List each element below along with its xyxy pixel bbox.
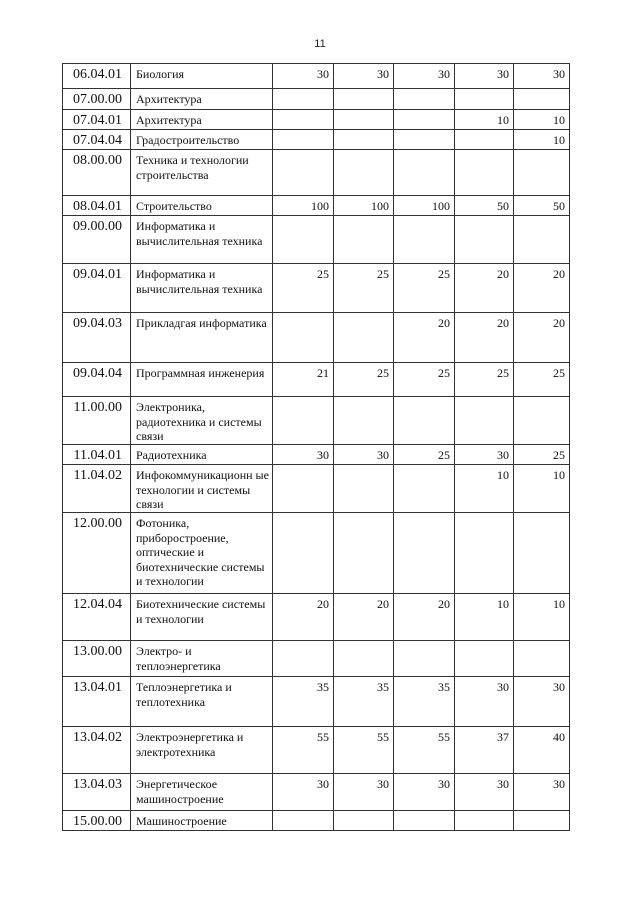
quota-value: 30 [455, 677, 514, 727]
quota-value: 10 [455, 465, 514, 513]
program-name: Строительство [131, 196, 273, 216]
quota-value [273, 397, 334, 445]
table-row [63, 196, 570, 216]
program-name: Архитектура [131, 110, 273, 130]
table-row [63, 774, 570, 811]
table-row [63, 216, 570, 264]
quota-value [514, 89, 570, 110]
quota-value: 40 [514, 727, 570, 774]
quota-value: 10 [514, 594, 570, 641]
program-code: 08.04.01 [63, 196, 131, 216]
quota-value [394, 397, 455, 445]
quota-value: 30 [334, 445, 394, 465]
quota-value: 10 [455, 594, 514, 641]
quota-value [273, 216, 334, 264]
quota-value [514, 513, 570, 594]
program-name: Теплоэнергетика и теплотехника [131, 677, 273, 727]
quota-value [514, 397, 570, 445]
quota-value [334, 641, 394, 677]
table-row [63, 110, 570, 130]
quota-value: 25 [273, 264, 334, 313]
quota-value [273, 130, 334, 150]
program-code: 12.00.00 [63, 513, 131, 594]
page-number: 11 [314, 38, 326, 50]
quota-value: 30 [455, 445, 514, 465]
quota-value: 55 [334, 727, 394, 774]
quota-value [334, 811, 394, 831]
quota-value: 50 [455, 196, 514, 216]
quota-value [514, 811, 570, 831]
program-code: 09.00.00 [63, 216, 131, 264]
quota-value: 35 [394, 677, 455, 727]
quota-value [334, 465, 394, 513]
program-code: 13.04.03 [63, 774, 131, 811]
quota-value [334, 216, 394, 264]
program-name: Информатика и вычислительная техника [131, 264, 273, 313]
quota-value: 10 [514, 465, 570, 513]
quota-value: 30 [334, 64, 394, 89]
program-code: 09.04.04 [63, 363, 131, 397]
table-row [63, 150, 570, 196]
quota-value [394, 150, 455, 196]
quota-value: 55 [273, 727, 334, 774]
quota-value: 30 [394, 774, 455, 811]
program-name: Машиностроение [131, 811, 273, 831]
quota-value [273, 89, 334, 110]
program-code: 07.00.00 [63, 89, 131, 110]
program-code: 15.00.00 [63, 811, 131, 831]
program-code: 13.04.02 [63, 727, 131, 774]
quota-value [334, 513, 394, 594]
program-code: 11.00.00 [63, 397, 131, 445]
quota-value [273, 465, 334, 513]
table-row [63, 264, 570, 313]
table-row [63, 641, 570, 677]
quota-value [514, 641, 570, 677]
table-row [63, 727, 570, 774]
quota-value: 25 [394, 445, 455, 465]
quota-value: 30 [514, 64, 570, 89]
program-name: Архитектура [131, 89, 273, 110]
program-name: Фотоника, приборостроение, оптические и биотехнические системы и технологии [131, 513, 273, 594]
quota-value: 30 [455, 64, 514, 89]
table-row [63, 313, 570, 363]
quota-value [455, 513, 514, 594]
quota-value [455, 397, 514, 445]
quota-value [273, 150, 334, 196]
quota-value: 20 [273, 594, 334, 641]
quota-value: 10 [514, 110, 570, 130]
quota-value: 100 [394, 196, 455, 216]
quota-value: 37 [455, 727, 514, 774]
quota-value: 35 [273, 677, 334, 727]
program-name: Электро- и теплоэнергетика [131, 641, 273, 677]
quota-value: 30 [273, 774, 334, 811]
quota-value [394, 513, 455, 594]
program-name: Программная инженерия [131, 363, 273, 397]
quota-value: 25 [514, 363, 570, 397]
quota-value: 30 [514, 677, 570, 727]
quota-value: 30 [273, 445, 334, 465]
table-row [63, 363, 570, 397]
quota-value: 20 [394, 313, 455, 363]
program-code: 09.04.03 [63, 313, 131, 363]
quota-value: 30 [455, 774, 514, 811]
quota-value: 50 [514, 196, 570, 216]
quota-value: 25 [394, 264, 455, 313]
program-name: Электроэнергетика и электротехника [131, 727, 273, 774]
quota-value [273, 641, 334, 677]
program-code: 13.04.01 [63, 677, 131, 727]
quota-value: 30 [334, 774, 394, 811]
quota-value: 100 [273, 196, 334, 216]
program-code: 11.04.02 [63, 465, 131, 513]
quota-value [334, 397, 394, 445]
program-code: 13.00.00 [63, 641, 131, 677]
quota-value [514, 216, 570, 264]
quota-value: 10 [455, 110, 514, 130]
program-name: Электроника, радиотехника и системы связи [131, 397, 273, 445]
table-row [63, 64, 570, 89]
program-name: Биология [131, 64, 273, 89]
quota-value: 25 [455, 363, 514, 397]
program-code: 07.04.04 [63, 130, 131, 150]
quota-value [455, 150, 514, 196]
quota-value: 20 [394, 594, 455, 641]
program-name: Техника и технологии строительства [131, 150, 273, 196]
quota-value [455, 130, 514, 150]
program-code: 07.04.01 [63, 110, 131, 130]
quota-value: 20 [514, 264, 570, 313]
quota-value [334, 130, 394, 150]
program-name: Прикладгая информатика [131, 313, 273, 363]
quota-value: 30 [273, 64, 334, 89]
quota-value [334, 313, 394, 363]
program-code: 08.00.00 [63, 150, 131, 196]
program-name: Градостроительство [131, 130, 273, 150]
quota-value [394, 465, 455, 513]
program-code: 06.04.01 [63, 64, 131, 89]
quota-value [273, 811, 334, 831]
table-row [63, 130, 570, 150]
quota-value [273, 110, 334, 130]
table-row [63, 89, 570, 110]
table-row [63, 465, 570, 513]
quota-value [394, 130, 455, 150]
table-row [63, 677, 570, 727]
quota-value: 25 [334, 264, 394, 313]
program-name: Информатика и вычислительная техника [131, 216, 273, 264]
table-row [63, 594, 570, 641]
quota-value [455, 641, 514, 677]
quota-value [334, 150, 394, 196]
quota-value [394, 811, 455, 831]
quota-value: 20 [334, 594, 394, 641]
quota-value [394, 110, 455, 130]
quota-value: 30 [394, 64, 455, 89]
quota-value [273, 513, 334, 594]
program-code: 12.04.04 [63, 594, 131, 641]
quota-value [455, 89, 514, 110]
table-row [63, 445, 570, 465]
quota-value [334, 89, 394, 110]
quota-value: 20 [455, 313, 514, 363]
program-name: Биотехнические системы и технологии [131, 594, 273, 641]
quota-value: 25 [514, 445, 570, 465]
program-code: 11.04.01 [63, 445, 131, 465]
admission-table [62, 63, 570, 831]
quota-value: 25 [334, 363, 394, 397]
quota-value [394, 641, 455, 677]
table-row [63, 811, 570, 831]
quota-value: 30 [514, 774, 570, 811]
quota-value: 10 [514, 130, 570, 150]
quota-value [334, 110, 394, 130]
program-name: Инфокоммуникационн ые технологии и системы связи [131, 465, 273, 513]
quota-value: 55 [394, 727, 455, 774]
quota-value [455, 811, 514, 831]
table-row [63, 397, 570, 445]
program-name: Радиотехника [131, 445, 273, 465]
quota-value [394, 216, 455, 264]
program-code: 09.04.01 [63, 264, 131, 313]
quota-value [394, 89, 455, 110]
quota-value: 20 [514, 313, 570, 363]
quota-value: 100 [334, 196, 394, 216]
quota-value [514, 150, 570, 196]
quota-value [455, 216, 514, 264]
quota-value: 20 [455, 264, 514, 313]
quota-value [273, 313, 334, 363]
table-row [63, 513, 570, 594]
quota-value: 21 [273, 363, 334, 397]
quota-value: 25 [394, 363, 455, 397]
program-name: Энергетическое машиностроение [131, 774, 273, 811]
quota-value: 35 [334, 677, 394, 727]
